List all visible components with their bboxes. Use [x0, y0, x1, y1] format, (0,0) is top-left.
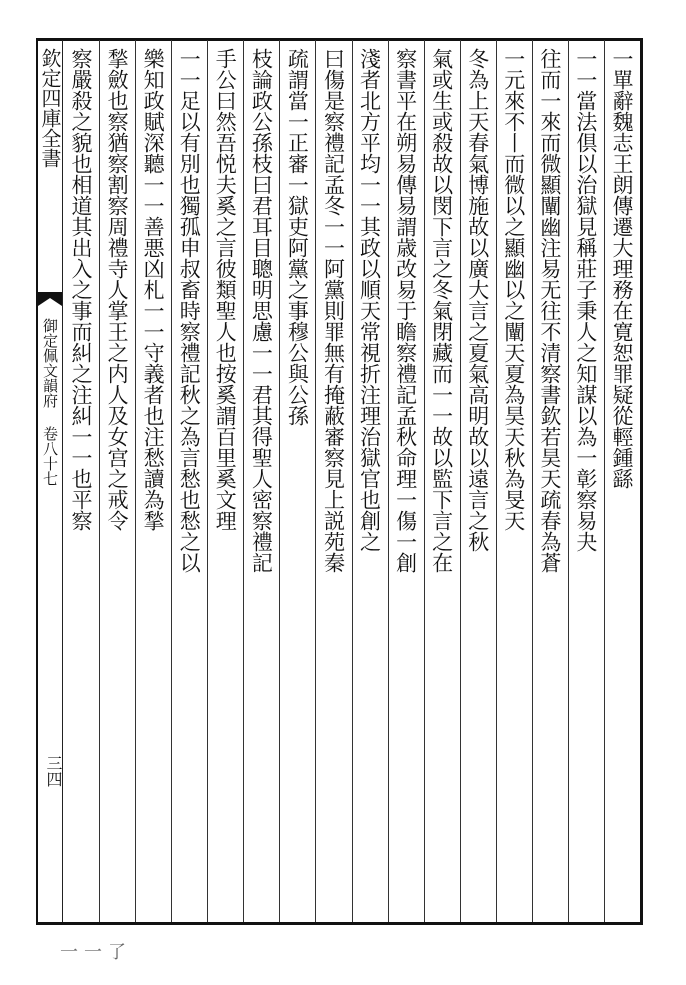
text-column: 一一足以有別也獨孤申叔畜時察禮記秋之為言愁也愁之以: [177, 48, 202, 573]
text-column: 察嚴殺之貌也相道其出入之事而糾之注糾一一也平察: [69, 48, 94, 531]
column-rule: [352, 40, 353, 922]
column-rule: [207, 40, 208, 922]
text-column: 樂知政賦深聽一一善悪凶札一一守義者也注愁讀為揫: [141, 48, 166, 531]
column-rule: [424, 40, 425, 922]
column-rule: [135, 40, 136, 922]
text-column: 揫斂也察猶察割察周禮寺人掌王之内人及女宫之戒令: [105, 48, 130, 531]
column-rule: [604, 40, 605, 922]
text-column: 淺者北方平均一一其政以順天常視折注理治獄官也創之: [357, 48, 382, 552]
margin-divider: [62, 40, 63, 922]
page-number: 三四: [44, 755, 63, 787]
column-rule: [243, 40, 244, 922]
column-rule: [460, 40, 461, 922]
text-column: 冬為上天春氣博施故以廣大言之夏氣高明故以遠言之秋: [465, 48, 490, 552]
text-column: 疏謂當一正審一獄吏阿黨之事穆公與公孫: [285, 48, 310, 426]
text-column: 往而一來而微顯闡幽注易无往不清察書欽若昊天疏春為蒼: [537, 48, 562, 573]
frame-left-border: [36, 38, 38, 925]
frame-right-border: [640, 38, 643, 925]
text-column: 察書平在朔易傳易謂歳改易于瞻察禮記孟秋命理一傷一創: [393, 48, 418, 573]
column-rule: [315, 40, 316, 922]
column-rule: [99, 40, 100, 922]
text-column: 手公曰然吾悦夫奚之言彼類聖人也按奚謂百里奚文理: [213, 48, 238, 531]
text-column: 枝論政公孫枝曰君耳目聰明思慮一一君其得聖人密察禮記: [249, 48, 274, 573]
bottom-mark: 一一了: [60, 942, 132, 963]
column-rule: [532, 40, 533, 922]
text-column: 曰傷是察禮記孟冬一一阿黨則罪無有掩蔽審察見上説苑秦: [321, 48, 346, 573]
text-column: 一元來不丨而微以之顯幽以之闡天夏為昊天秋為旻天: [501, 48, 526, 531]
fish-tail-mark-icon: [38, 292, 62, 314]
volume-label: 御定佩文韻府 卷八十七: [41, 318, 59, 486]
column-rule: [388, 40, 389, 922]
column-rule: [279, 40, 280, 922]
frame-bottom-border: [36, 922, 642, 925]
column-rule: [171, 40, 172, 922]
text-column: 氣或生或殺故以閔下言之冬氣閉藏而一一故以監下言之在: [429, 48, 454, 573]
book-title: 欽定四庫全書: [38, 48, 62, 168]
text-column: 一一當法倶以治獄見稱莊子秉人之知謀以為一彰察易夬: [573, 48, 598, 552]
column-rule: [496, 40, 497, 922]
text-column: 一單辭魏志王朗傳遷大理務在寛恕罪疑從輕鍾繇: [609, 48, 634, 489]
column-rule: [568, 40, 569, 922]
frame-top-border: [36, 38, 642, 41]
